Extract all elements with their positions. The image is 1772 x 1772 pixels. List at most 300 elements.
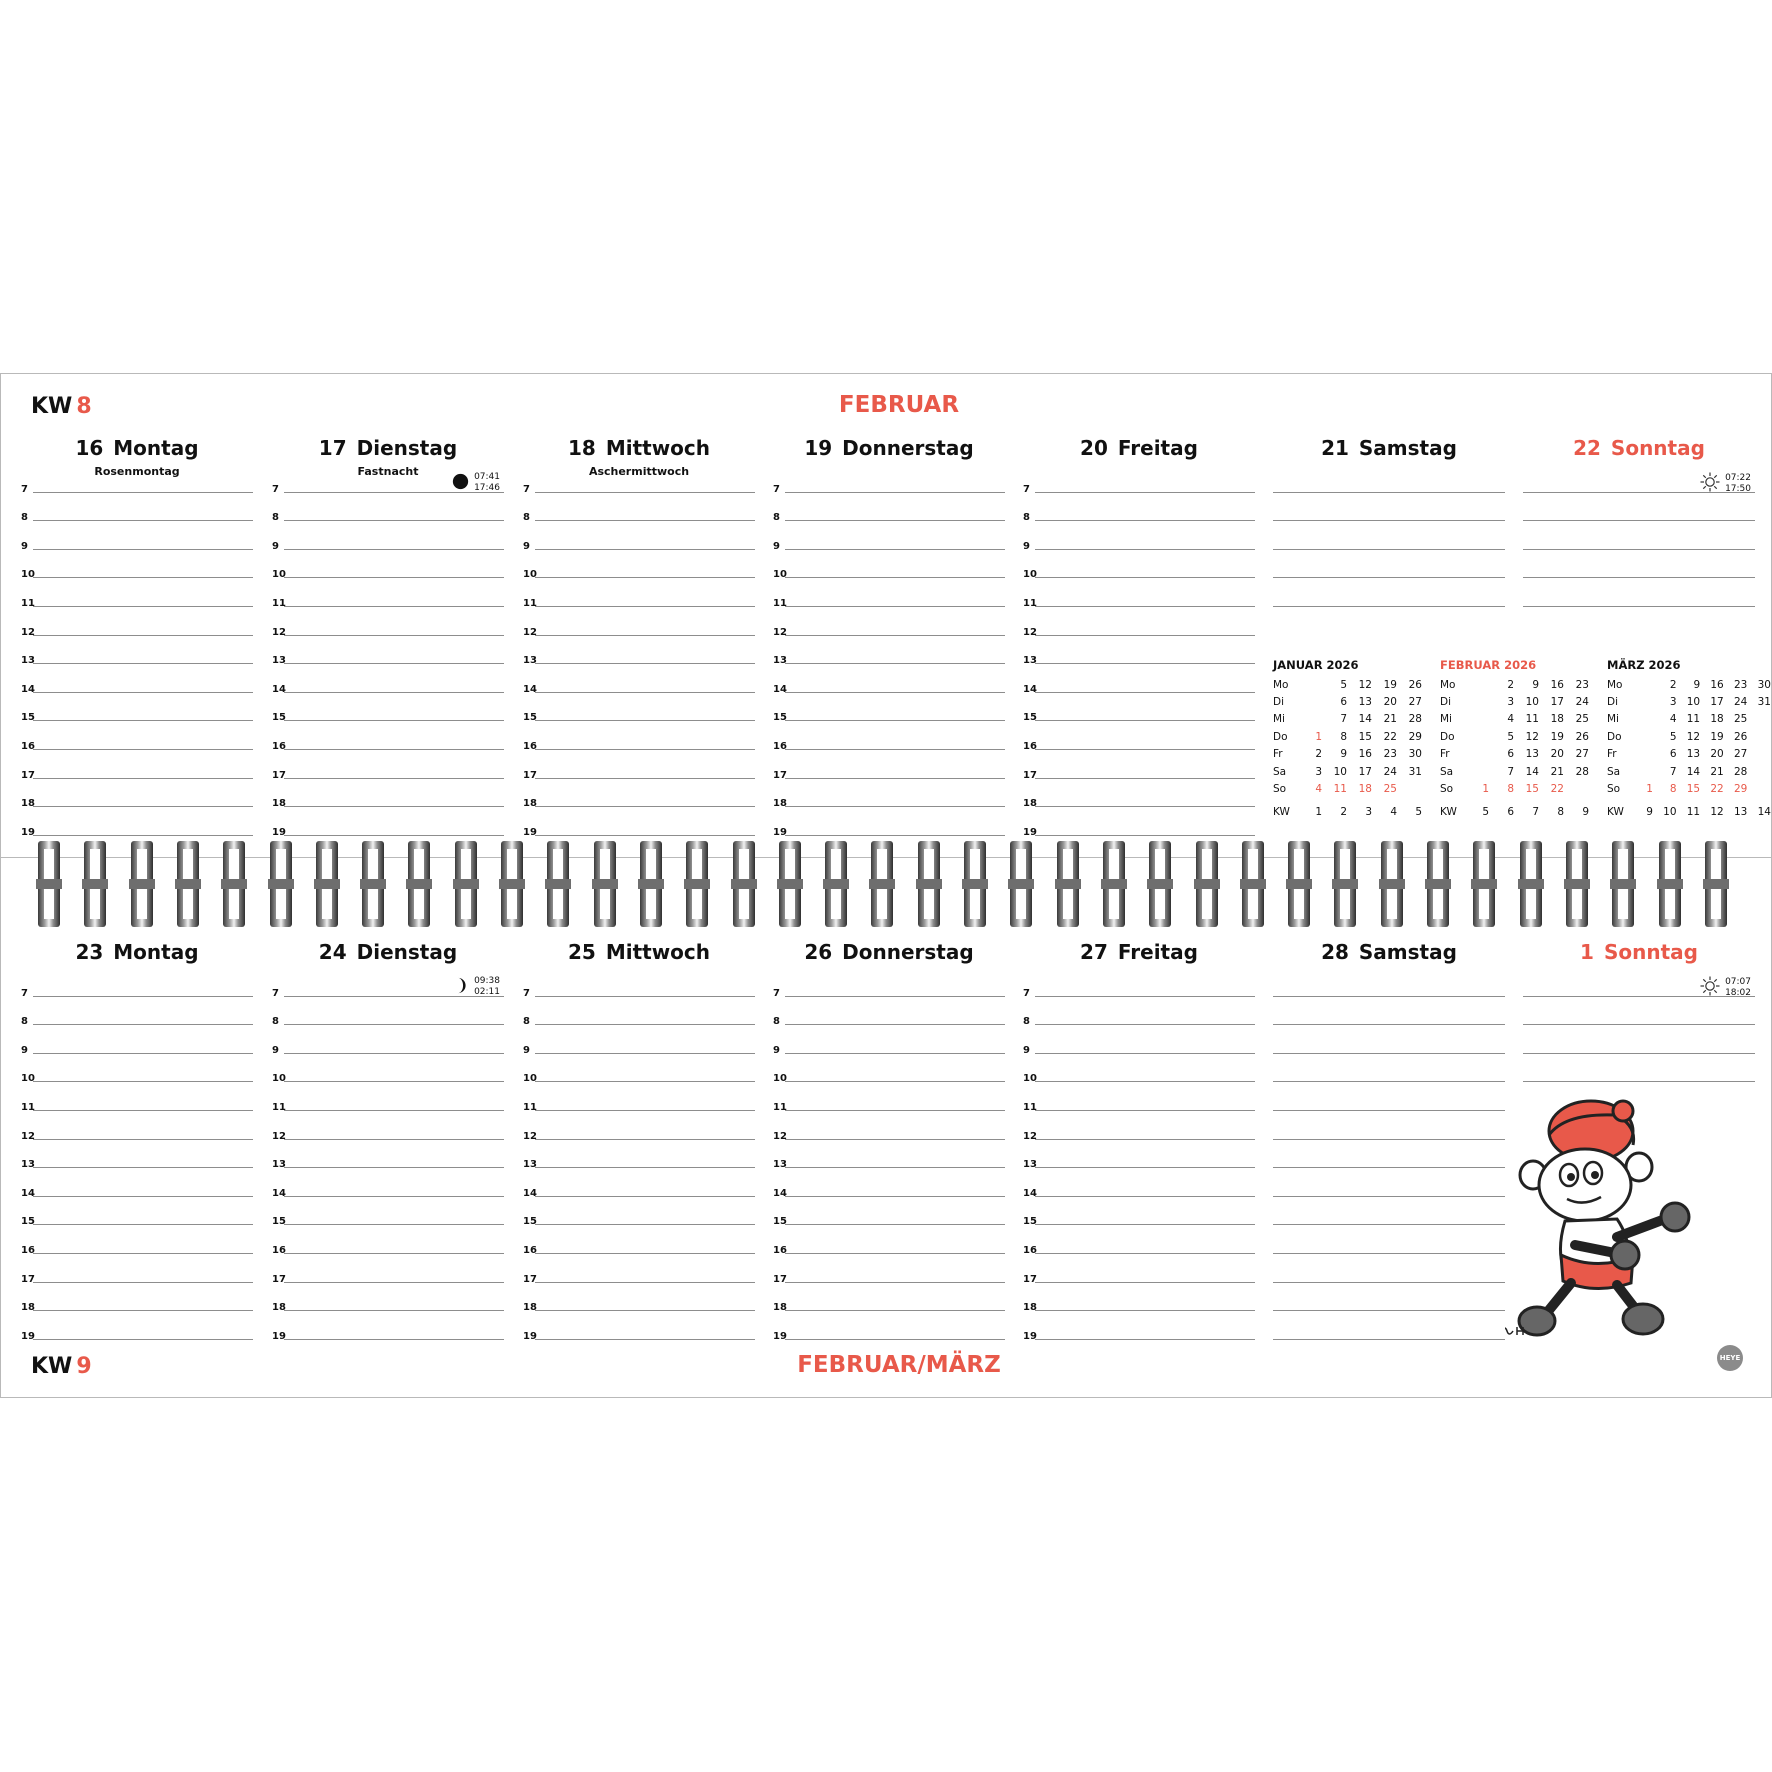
hour-row[interactable] [21, 666, 253, 695]
hour-row[interactable] [1023, 1084, 1255, 1113]
hour-row[interactable] [523, 970, 755, 999]
writing-line [785, 749, 1005, 750]
hour-row[interactable] [523, 1084, 755, 1113]
writing-line [785, 635, 1005, 636]
date-cell: 17 [1550, 696, 1564, 709]
writing-line [785, 663, 1005, 664]
writing-line [33, 520, 253, 521]
hour-label: 14 [272, 683, 286, 695]
hour-row[interactable] [1023, 809, 1255, 838]
hour-row[interactable] [272, 1285, 504, 1314]
hour-row[interactable] [272, 752, 504, 781]
hour-row[interactable] [773, 609, 1005, 638]
date-cell: 20 [1383, 696, 1397, 709]
hour-label: 13 [272, 1159, 286, 1171]
hour-row[interactable] [21, 695, 253, 724]
hour-row[interactable] [1023, 781, 1255, 810]
hour-row[interactable] [773, 1113, 1005, 1142]
mini-calendar-february [1440, 658, 1589, 821]
hour-row[interactable] [523, 666, 755, 695]
kw-number: 8 [1557, 806, 1564, 819]
hour-label: 19 [1023, 826, 1037, 838]
hour-row[interactable] [21, 809, 253, 838]
hour-label: 8 [773, 1016, 780, 1028]
hour-row[interactable] [1273, 523, 1505, 552]
writing-line [1035, 577, 1255, 578]
hour-row[interactable] [1273, 466, 1505, 495]
hour-row[interactable] [21, 1256, 253, 1285]
kw-number: 9 [1582, 806, 1589, 819]
hour-label: 15 [1023, 1216, 1037, 1228]
hour-row[interactable] [523, 723, 755, 752]
hour-row[interactable] [773, 580, 1005, 609]
hour-row[interactable] [1023, 495, 1255, 524]
weekday-label: Do [1607, 730, 1622, 743]
writing-line [1035, 492, 1255, 493]
hour-row[interactable] [773, 1285, 1005, 1314]
hour-row[interactable] [523, 552, 755, 581]
hour-row[interactable] [1273, 1027, 1505, 1056]
hour-label: 12 [1023, 1130, 1037, 1142]
hour-row[interactable] [21, 1027, 253, 1056]
hour-row[interactable] [1273, 552, 1505, 581]
spiral-ring [316, 841, 338, 927]
hour-row[interactable] [272, 1170, 504, 1199]
hour-row[interactable] [1023, 1256, 1255, 1285]
hour-row[interactable] [1523, 1056, 1755, 1085]
writing-line [1273, 1110, 1505, 1111]
hour-row[interactable] [21, 638, 253, 667]
writing-line [284, 1024, 504, 1025]
hour-row[interactable] [523, 781, 755, 810]
hour-row[interactable] [272, 1227, 504, 1256]
hour-row[interactable] [523, 1027, 755, 1056]
hour-row[interactable] [272, 999, 504, 1028]
mini-calendar-row [1440, 746, 1589, 763]
hour-row[interactable] [272, 1142, 504, 1171]
writing-line [284, 1081, 504, 1082]
hour-row[interactable] [523, 1170, 755, 1199]
hour-row[interactable] [21, 495, 253, 524]
hour-row[interactable] [1023, 970, 1255, 999]
hour-row[interactable] [1023, 1170, 1255, 1199]
day-heading [523, 436, 755, 462]
writing-line [785, 1224, 1005, 1225]
hour-row[interactable] [272, 638, 504, 667]
writing-line [33, 1339, 253, 1340]
hour-row[interactable] [773, 695, 1005, 724]
writing-line [785, 606, 1005, 607]
writing-line [535, 1167, 755, 1168]
hour-row[interactable] [1273, 1142, 1505, 1171]
writing-line [785, 692, 1005, 693]
writing-line [785, 835, 1005, 836]
hour-row[interactable] [1023, 523, 1255, 552]
hour-row[interactable] [773, 552, 1005, 581]
hour-row[interactable] [1523, 1027, 1755, 1056]
spiral-ring [1520, 841, 1542, 927]
hour-row[interactable] [1273, 1256, 1505, 1285]
date-cell: 21 [1550, 765, 1564, 778]
hour-label: 14 [21, 1187, 35, 1199]
hour-row[interactable] [272, 1313, 504, 1342]
writing-line [785, 1167, 1005, 1168]
hour-row[interactable] [523, 523, 755, 552]
hour-row[interactable] [773, 752, 1005, 781]
hour-row[interactable] [1023, 609, 1255, 638]
writing-line [535, 1310, 755, 1311]
hour-row[interactable] [272, 695, 504, 724]
hour-label: 10 [523, 569, 537, 581]
hour-label: 18 [272, 1302, 286, 1314]
hour-row[interactable] [773, 523, 1005, 552]
moonset-time: 02:11 [474, 987, 500, 997]
writing-line [33, 778, 253, 779]
day-column [1523, 940, 1755, 998]
hour-row[interactable] [1023, 666, 1255, 695]
hour-row[interactable] [773, 1142, 1005, 1171]
hour-row[interactable] [773, 1199, 1005, 1228]
hour-row[interactable] [272, 495, 504, 524]
hour-row[interactable] [773, 809, 1005, 838]
writing-line [1273, 492, 1505, 493]
date-cell: 6 [1669, 748, 1677, 761]
mini-calendar-row [1273, 693, 1422, 710]
hour-row[interactable] [523, 466, 755, 495]
hour-row[interactable] [1523, 495, 1755, 524]
hour-lines [1023, 970, 1255, 1342]
hour-row[interactable] [1273, 495, 1505, 524]
hour-label: 10 [773, 569, 787, 581]
hour-row[interactable] [773, 1313, 1005, 1342]
hour-row[interactable] [1273, 1199, 1505, 1228]
hour-row[interactable] [21, 970, 253, 999]
hour-row[interactable] [21, 523, 253, 552]
writing-line [1035, 1253, 1255, 1254]
hour-row[interactable] [773, 1084, 1005, 1113]
hour-row[interactable] [1273, 580, 1505, 609]
hour-row[interactable] [1023, 552, 1255, 581]
hour-row[interactable] [1273, 1285, 1505, 1314]
hour-label: 8 [21, 512, 28, 524]
writing-line [535, 692, 755, 693]
hour-row[interactable] [773, 466, 1005, 495]
hour-row[interactable] [21, 1142, 253, 1171]
hour-row[interactable] [272, 1056, 504, 1085]
date-cell: 9 [1340, 748, 1347, 761]
hour-row[interactable] [773, 638, 1005, 667]
writing-line [284, 577, 504, 578]
date-cell: 13 [1686, 748, 1701, 761]
hour-row[interactable] [21, 1199, 253, 1228]
hour-row[interactable] [21, 1113, 253, 1142]
sunrise-time: 07:22 [1725, 473, 1751, 483]
day-name: Sonntag [1603, 940, 1698, 964]
hour-row[interactable] [523, 638, 755, 667]
hour-row[interactable] [523, 1227, 755, 1256]
hour-row[interactable] [272, 1084, 504, 1113]
hour-label: 12 [272, 1130, 286, 1142]
hour-label: 10 [1023, 569, 1037, 581]
hour-label: 13 [21, 655, 35, 667]
hour-label: 7 [773, 987, 780, 999]
hour-label: 11 [272, 597, 286, 609]
kw-label: KW [1440, 806, 1457, 819]
day-column [1273, 436, 1505, 462]
waning-moon-icon [452, 977, 469, 998]
date-cell [1464, 693, 1489, 710]
hour-lines [523, 970, 755, 1342]
sun-time-values [1725, 473, 1751, 495]
hour-row[interactable] [21, 1285, 253, 1314]
hour-row[interactable] [21, 999, 253, 1028]
writing-line [1273, 606, 1505, 607]
writing-line [284, 635, 504, 636]
weekday-label: Mo [1440, 678, 1456, 691]
hour-row[interactable] [1273, 1113, 1505, 1142]
writing-line [1273, 1139, 1505, 1140]
hour-label: 14 [773, 683, 787, 695]
moon-times [474, 976, 500, 998]
kw-number: 1 [1315, 806, 1322, 819]
hour-row[interactable] [1023, 723, 1255, 752]
hour-label: 13 [21, 1159, 35, 1171]
hour-row[interactable] [1023, 1142, 1255, 1171]
hour-row[interactable] [272, 666, 504, 695]
writing-line [33, 1024, 253, 1025]
writing-line [1523, 1081, 1755, 1082]
date-cell: 5 [1669, 730, 1677, 743]
hour-row[interactable] [523, 580, 755, 609]
day-name: Montag [113, 940, 199, 964]
hour-row[interactable] [21, 552, 253, 581]
date-cell: 28 [1408, 713, 1422, 726]
hour-row[interactable] [272, 1113, 504, 1142]
date-cell [1397, 780, 1422, 797]
writing-line [1273, 1167, 1505, 1168]
hour-row[interactable] [272, 781, 504, 810]
date-cell [1630, 693, 1653, 710]
hour-row[interactable] [523, 609, 755, 638]
hour-row[interactable] [523, 999, 755, 1028]
hour-row[interactable] [1273, 1056, 1505, 1085]
hour-row[interactable] [272, 552, 504, 581]
hour-row[interactable] [773, 1256, 1005, 1285]
hour-row[interactable] [523, 1113, 755, 1142]
moon-phase [452, 976, 500, 998]
hour-row[interactable] [1273, 1313, 1505, 1342]
writing-line [284, 749, 504, 750]
hour-row[interactable] [21, 1056, 253, 1085]
writing-line [535, 635, 755, 636]
hour-row[interactable] [773, 1170, 1005, 1199]
date-cell: 4 [1669, 713, 1677, 726]
hour-row[interactable] [21, 466, 253, 495]
hour-row[interactable] [523, 1256, 755, 1285]
hour-row[interactable] [272, 523, 504, 552]
hour-row[interactable] [773, 723, 1005, 752]
date-cell: 17 [1358, 765, 1372, 778]
hour-row[interactable] [1273, 970, 1505, 999]
date-cell: 21 [1383, 713, 1397, 726]
writing-line [785, 1053, 1005, 1054]
writing-line [33, 996, 253, 997]
hour-row[interactable] [21, 781, 253, 810]
hour-label: 14 [1023, 1187, 1037, 1199]
writing-line [1273, 1253, 1505, 1254]
hour-row[interactable] [523, 1199, 755, 1228]
date-cell [1747, 711, 1771, 728]
hour-row[interactable] [21, 1084, 253, 1113]
hour-row[interactable] [1023, 466, 1255, 495]
hour-label: 11 [523, 1101, 537, 1113]
hour-row[interactable] [1023, 1027, 1255, 1056]
writing-line [1035, 692, 1255, 693]
writing-line [33, 577, 253, 578]
day-column [523, 940, 755, 1342]
hour-row[interactable] [1273, 1084, 1505, 1113]
date-cell: 13 [1525, 748, 1539, 761]
date-cell: 15 [1686, 783, 1701, 796]
kw-number: 9 [1646, 806, 1653, 819]
hour-row[interactable] [272, 609, 504, 638]
date-cell: 27 [1733, 748, 1748, 761]
hour-row[interactable] [1523, 999, 1755, 1028]
hour-row[interactable] [523, 1142, 755, 1171]
mini-calendar-kw-row [1440, 798, 1589, 821]
hour-row[interactable] [1523, 580, 1755, 609]
hour-row[interactable] [1023, 999, 1255, 1028]
hour-row[interactable] [272, 580, 504, 609]
hour-row[interactable] [523, 695, 755, 724]
mini-calendar-row [1440, 693, 1589, 710]
hour-label: 9 [523, 540, 530, 552]
hour-row[interactable] [523, 1285, 755, 1314]
hour-row[interactable] [773, 666, 1005, 695]
writing-line [1273, 996, 1505, 997]
hour-row[interactable] [773, 1227, 1005, 1256]
hour-row[interactable] [21, 1227, 253, 1256]
hour-row[interactable] [1023, 1285, 1255, 1314]
hour-row[interactable] [272, 1199, 504, 1228]
spiral-ring [1103, 841, 1125, 927]
writing-line [785, 778, 1005, 779]
sun-times [1700, 472, 1751, 496]
hour-row[interactable] [21, 1170, 253, 1199]
spiral-ring [1288, 841, 1310, 927]
date-cell: 7 [1507, 765, 1514, 778]
hour-row[interactable] [272, 723, 504, 752]
hour-row[interactable] [21, 1313, 253, 1342]
day-name: Samstag [1358, 436, 1457, 460]
weekday-label: Fr [1440, 748, 1450, 761]
hour-row[interactable] [1273, 999, 1505, 1028]
date-cell: 29 [1408, 730, 1422, 743]
hour-row[interactable] [773, 999, 1005, 1028]
hour-row[interactable] [21, 752, 253, 781]
hour-label: 12 [523, 1130, 537, 1142]
writing-line [535, 1196, 755, 1197]
hour-row[interactable] [1023, 1199, 1255, 1228]
hour-row[interactable] [523, 1056, 755, 1085]
hour-row[interactable] [1023, 638, 1255, 667]
date-cell: 27 [1408, 696, 1422, 709]
hour-row[interactable] [773, 495, 1005, 524]
weekday-label: Sa [1607, 765, 1621, 778]
hour-row[interactable] [523, 809, 755, 838]
hour-row[interactable] [21, 580, 253, 609]
day-number: 23 [75, 940, 104, 964]
hour-row[interactable] [272, 1027, 504, 1056]
hour-row[interactable] [1023, 1313, 1255, 1342]
hour-label: 15 [523, 1216, 537, 1228]
date-cell: 23 [1383, 748, 1397, 761]
hour-row[interactable] [773, 1027, 1005, 1056]
hour-label: 7 [523, 987, 530, 999]
date-cell: 5 [1340, 678, 1347, 691]
writing-line [785, 1339, 1005, 1340]
hour-row[interactable] [21, 723, 253, 752]
hour-row[interactable] [1273, 1227, 1505, 1256]
date-cell: 10 [1686, 696, 1701, 709]
hour-row[interactable] [773, 781, 1005, 810]
spiral-ring [733, 841, 755, 927]
mini-calendar-title: FEBRUAR 2026 [1440, 658, 1537, 672]
hour-row[interactable] [523, 752, 755, 781]
hour-row[interactable] [1023, 580, 1255, 609]
hour-row[interactable] [773, 1056, 1005, 1085]
date-cell: 2 [1507, 678, 1514, 691]
hour-row[interactable] [1023, 1227, 1255, 1256]
spiral-ring [1381, 841, 1403, 927]
kw-text: KW [31, 1354, 73, 1379]
writing-line [785, 996, 1005, 997]
date-cell: 8 [1340, 730, 1347, 743]
date-cell: 16 [1358, 748, 1372, 761]
writing-line [1273, 549, 1505, 550]
hour-label: 9 [773, 540, 780, 552]
date-cell: 4 [1507, 713, 1514, 726]
hour-row[interactable] [1023, 1056, 1255, 1085]
day-number: 18 [567, 436, 596, 460]
hour-label: 9 [523, 1044, 530, 1056]
mini-calendar-grid [1273, 676, 1422, 821]
hour-row[interactable] [272, 1256, 504, 1285]
hour-row[interactable] [272, 809, 504, 838]
date-cell: 1 [1646, 783, 1653, 796]
day-column [1023, 436, 1255, 838]
mini-calendar-row [1607, 711, 1771, 728]
hour-row[interactable] [773, 970, 1005, 999]
hour-row[interactable] [523, 495, 755, 524]
hour-row[interactable] [1273, 1170, 1505, 1199]
hour-row[interactable] [21, 609, 253, 638]
publisher-logo [1717, 1345, 1743, 1371]
hour-label: 11 [1023, 1101, 1037, 1113]
hour-row[interactable] [523, 1313, 755, 1342]
hour-row[interactable] [1523, 523, 1755, 552]
writing-line [33, 1081, 253, 1082]
writing-line [284, 1339, 504, 1340]
hour-row[interactable] [1023, 1113, 1255, 1142]
hour-row[interactable] [1023, 695, 1255, 724]
hour-row[interactable] [1523, 552, 1755, 581]
weekday-label: Di [1273, 696, 1285, 709]
hour-row[interactable] [1023, 752, 1255, 781]
kw-label: KW [1273, 806, 1290, 819]
writing-line [1523, 606, 1755, 607]
hour-label: 17 [773, 1273, 787, 1285]
